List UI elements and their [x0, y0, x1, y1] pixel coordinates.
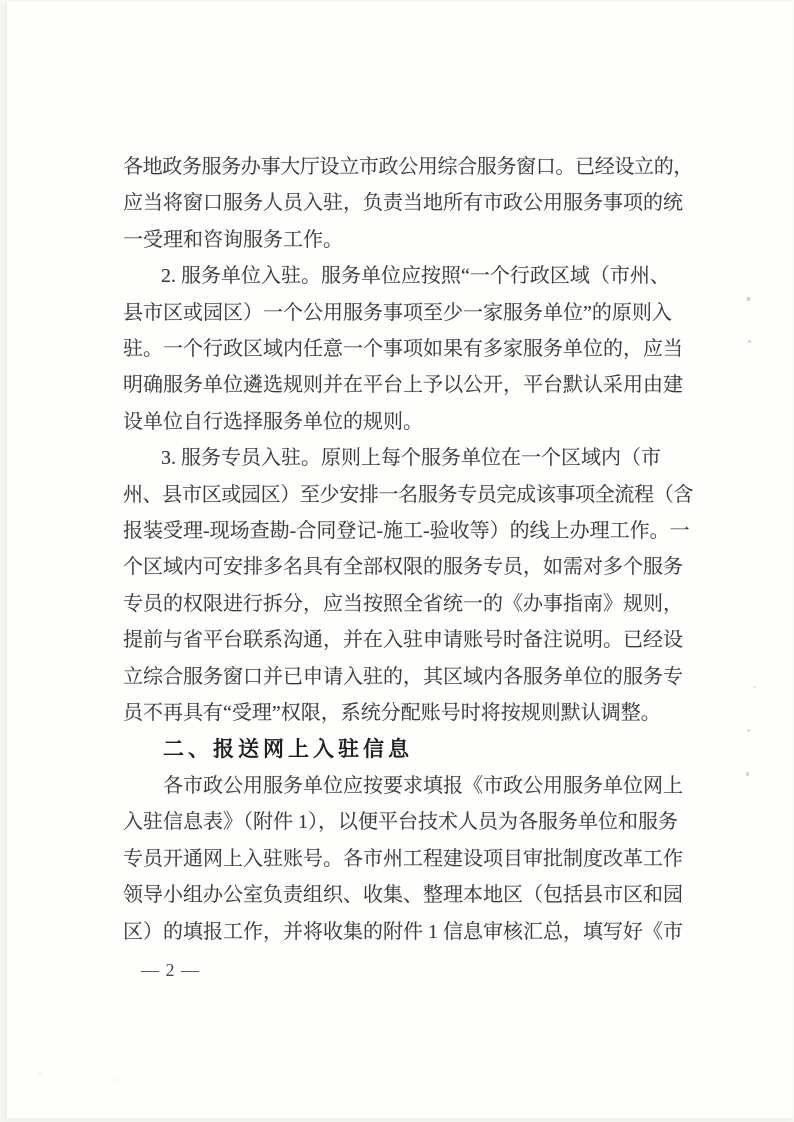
section-heading: 二、报送网上入驻信息	[163, 737, 413, 761]
text-line: 2. 服务单位入驻。服务单位应按照“一个行政区域（市州、	[161, 265, 670, 288]
scan-speck	[39, 1073, 41, 1075]
text-line: 专员的权限进行拆分，应当按照全省统一的《办事指南》规则，	[123, 592, 683, 615]
text-line: 各地政务服务办事大厅设立市政公用综合服务窗口。已经设立的，	[123, 156, 693, 178]
text-line: 专员开通网上入驻账号。各市州工程建设项目审批制度改革工作	[123, 847, 683, 870]
scan-speck	[747, 297, 750, 301]
text-line: 3. 服务专员入驻。原则上每个服务单位在一个区域内（市	[161, 447, 661, 470]
text-line: 县市区或园区）一个公用服务事项至少一家服务单位”的原则入	[123, 301, 672, 324]
scan-speck	[753, 686, 756, 688]
text-line: 明确服务单位遴选规则并在平台上予以公开，平台默认采用由建	[123, 374, 683, 397]
text-line: 州、县市区或园区）至少安排一名服务专员完成该事项全流程（含	[123, 483, 693, 506]
text-line: 个区域内可安排多名具有全部权限的服务专员，如需对多个服务	[123, 556, 683, 579]
text-line: 区）的填报工作，并将收集的附件 1 信息审核汇总，填写好《市	[123, 920, 683, 943]
text-line: 领导小组办公室负责组织、收集、整理本地区（包括县市区和园	[123, 884, 683, 907]
text-line: 一受理和咨询服务工作。	[123, 228, 343, 251]
scan-speck	[116, 1079, 118, 1081]
document-body	[123, 149, 693, 950]
text-line: 各市政公用服务单位应按要求填报《市政公用服务单位网上	[163, 774, 683, 797]
text-line: 入驻信息表》（附件 1），以便平台技术人员为各服务单位和服务	[123, 811, 678, 834]
text-line: 驻。一个行政区域内任意一个事项如果有多家服务单位的，应当	[123, 338, 683, 361]
text-line: 立综合服务窗口并已申请入驻的，其区域内各服务单位的服务专	[123, 665, 683, 688]
scan-speck	[747, 729, 750, 732]
text-line: 应当将窗口服务人员入驻，负责当地所有市政公用服务事项的统	[123, 192, 683, 215]
scan-speck	[746, 772, 749, 776]
text-line: 报装受理-现场查勘-合同登记-施工-验收等）的线上办理工作。一	[123, 520, 690, 543]
text-line: 设单位自行选择服务单位的规则。	[123, 410, 423, 433]
document-page	[6, 2, 793, 1119]
page-number: — 2 —	[141, 960, 200, 980]
text-line: 提前与省平台联系沟通，并在入驻申请账号时备注说明。已经设	[123, 629, 683, 652]
text-line: 员不再具有“受理”权限，系统分配账号时将按规则默认调整。	[123, 702, 661, 725]
scan-speck	[748, 340, 751, 343]
